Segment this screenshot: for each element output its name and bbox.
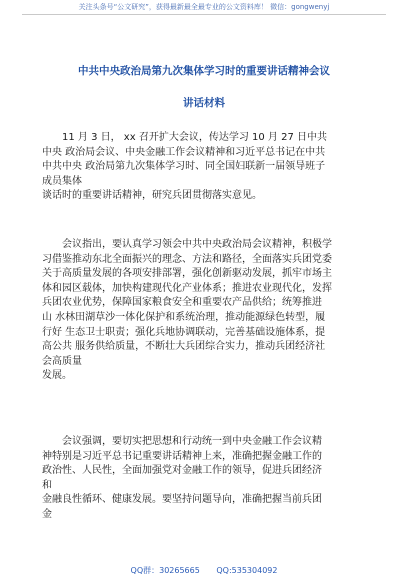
document-title: 中共中央政治局第九次集体学习时的重要讲话精神会议	[78, 65, 330, 77]
text-line: 中共中央 政治局第九次集体学习时、同全国妇联新一届领导班子	[42, 161, 326, 173]
text-line: 谈话时的重要讲话精神，研究兵团贯彻落实意见。	[42, 190, 262, 202]
text-line: 会高质量	[42, 355, 82, 367]
footer-qq: QQ:535304092	[216, 566, 278, 575]
document-subtitle: 讲话材料	[183, 97, 225, 109]
text-line: 发展。	[42, 370, 72, 382]
text-line: 和	[42, 479, 52, 491]
text-line: 兵团农业优势，保障国家粮食安全和重要农产品供给；统筹推进	[42, 297, 322, 309]
header-divider	[22, 14, 386, 15]
footer-contact	[0, 565, 408, 576]
paragraph-2	[42, 238, 374, 384]
text-line: 11 月 3 日， xx 召开扩大会议，传达学习 10 月 27 日中共	[62, 132, 327, 143]
text-line: 会议强调，要切实把思想和行动统一到中央金融工作会议精	[62, 436, 322, 447]
text-line: 习借鉴推动东北全面振兴的理念、方法和路径，全面落实兵团党委	[42, 253, 332, 265]
text-line: 关于高质量发展的各项安排部署，强化创新驱动发展，抓牢市场主	[42, 268, 332, 280]
text-line: 神特别是习近平总书记重要讲话精神上来，准确把握金融工作的	[42, 450, 322, 462]
paragraph-1	[42, 131, 374, 204]
text-line: 金融良性循环、健康发展。要坚持问题导向，准确把握当前兵团	[42, 494, 322, 506]
text-line: 成员集体	[42, 175, 82, 187]
text-line: 金	[42, 508, 52, 520]
text-line: 山 水林田湖草沙一体化保护和系统治理，推动能源绿色转型，履	[42, 311, 326, 323]
text-line: 体和园区载体，加快构建现代化产业体系；推进农业现代化，发挥	[42, 282, 332, 294]
text-line: 中央 政治局会议、中央金融工作会议精神和习近平总书记在中共	[42, 146, 326, 158]
text-line: 高公共 服务供给质量，不断壮大兵团综合实力，推动兵团经济社	[42, 341, 326, 353]
text-line: 政治性、人民性，全面加强党对金融工作的领导，促进兵团经济	[42, 465, 322, 477]
text-line: 会议指出，要认真学习领会中共中央政治局会议精神，积极学	[62, 239, 332, 250]
footer-qq-group: QQ群：30265665	[130, 566, 200, 575]
text-line: 行好 生态卫士职责；强化兵地协调联动，完善基础设施体系，提	[42, 326, 326, 338]
header-banner: 关注头条号“公文研究”，获得最新最全最专业的公文资料库！ 微信：gongwenyj	[78, 3, 330, 11]
paragraph-3	[42, 435, 374, 523]
